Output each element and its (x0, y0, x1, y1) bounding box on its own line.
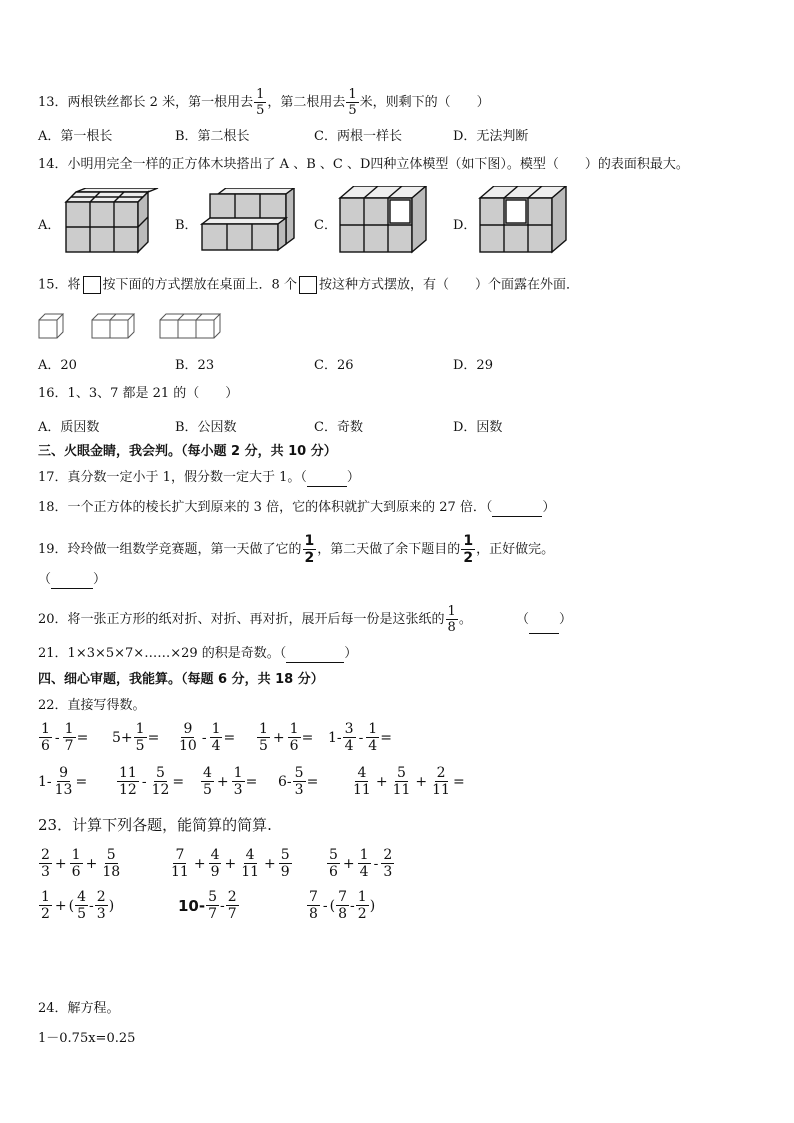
fraction: $\frac{1}{5}$ (256, 87, 265, 118)
q14-label-b[interactable]: B． (175, 218, 198, 233)
calc-expression: $\frac{4}{5}$ + $\frac{1}{3}$ = (203, 765, 258, 798)
q16-option-c[interactable]: C．奇数 (314, 420, 363, 435)
calc-expression: $\frac{1}{5}$ + $\frac{1}{6}$ = (259, 721, 314, 754)
equation: 1－0.75x=0.25 (38, 1031, 136, 1046)
q15-option-a[interactable]: A．20 (38, 358, 77, 373)
calc-expression: 10- $\frac{5}{7}$ - $\frac{2}{7}$ (178, 889, 237, 922)
q13-option-d[interactable]: D．无法判断 (453, 129, 529, 144)
question-14: 14．小明用完全一样的正方体木块搭出了 A 、B 、C 、D四种立体模型（如下图）。模型（ ）的表面积最大。 (38, 157, 689, 172)
q13-option-b[interactable]: B．第二根长 (175, 129, 250, 144)
calc-expression: 5+ $\frac{1}{5}$ = (112, 721, 160, 754)
q16-option-a[interactable]: A．质因数 (38, 420, 100, 435)
cube-icon (299, 276, 317, 294)
question-16: 16．1、3、7 都是 21 的（ ） (38, 386, 239, 401)
calc-expression: $\frac{5}{6}$ + $\frac{1}{4}$ - $\frac{2}{3}$ (329, 847, 393, 880)
calc-expression: 6- $\frac{5}{3}$ = (278, 765, 319, 798)
question-19: 19．玲玲做一组数学竞赛题，第一天做了它的 $\frac{1}{2}$ ，第二天做了余下题目的 $\frac{1}{2}$ ，正好做完。 (38, 533, 555, 566)
question-20: 20．将一张正方形的纸对折、对折、再对折，展开后每一份是这张纸的 $\frac{1}{8}$ 。 （ ） (38, 604, 573, 635)
model-c-figure (338, 186, 434, 256)
question-23-title: 23．计算下列各题，能简算的简算. (38, 816, 272, 834)
model-d-figure (478, 186, 574, 256)
section-4-heading: 四、细心审题，我能算。（每题 6 分，共 18 分） (38, 672, 324, 687)
calc-expression: $\frac{1}{2}$ + ( $\frac{4}{5}$ - $\frac{2}{3}$ ) (41, 889, 115, 922)
q13-option-a[interactable]: A．第一根长 (38, 129, 113, 144)
calc-expression: $\frac{7}{8}$ - ( $\frac{7}{8}$ - $\frac{1}{2}$ ) (309, 889, 376, 922)
question-21: 21．1×3×5×7×……×29 的积是奇数。（ ） (38, 646, 358, 661)
question-22-title: 22．直接写得数。 (38, 698, 146, 713)
model-b-figure (200, 188, 296, 256)
calc-expression: 1- $\frac{3}{4}$ - $\frac{1}{4}$ = (328, 721, 392, 754)
cube-icon (83, 276, 101, 294)
question-18: 18．一个正方体的棱长扩大到原来的 3 倍，它的体积就扩大到原来的 27 倍．（ ） (38, 500, 556, 515)
fraction: $\frac{1}{5}$ (348, 87, 357, 118)
answer-blank[interactable] (492, 502, 542, 517)
calc-expression: 1- $\frac{9}{13}$ = (38, 765, 88, 798)
q13-option-c[interactable]: C．两根一样长 (314, 129, 402, 144)
calc-expression: $\frac{1}{6}$ - $\frac{1}{7}$ = (41, 721, 89, 754)
q15-option-d[interactable]: D．29 (453, 358, 493, 373)
q14-label-c[interactable]: C． (314, 218, 337, 233)
question-24-title: 24．解方程。 (38, 1001, 120, 1016)
q15-option-b[interactable]: B．23 (175, 358, 215, 373)
q14-label-d[interactable]: D． (453, 218, 477, 233)
answer-blank[interactable] (307, 472, 347, 487)
answer-blank[interactable] (529, 619, 559, 634)
calc-expression: $\frac{4}{11}$ + $\frac{5}{11}$ + $\frac{2}{11}$ = (353, 765, 465, 798)
calc-expression: $\frac{7}{11}$ + $\frac{4}{9}$ + $\frac{4}{11}$ + $\frac{5}{9}$ (171, 847, 290, 880)
calc-expression: $\frac{2}{3}$ + $\frac{1}{6}$ + $\frac{5}{18}$ (41, 847, 121, 880)
question-13: 13．两根铁丝都长 2 米，第一根用去 $\frac{1}{5}$ ，第二根用去 $\frac{1}{5}$ 米，则剩下的（ ） (38, 87, 490, 118)
q14-label-a[interactable]: A． (38, 218, 61, 233)
q16-option-b[interactable]: B．公因数 (175, 420, 237, 435)
question-17: 17．真分数一定小于 1，假分数一定大于 1。（ ） (38, 470, 360, 485)
calc-expression: $\frac{9}{10}$ - $\frac{1}{4}$ = (179, 721, 236, 754)
q19-answer: （ ） (38, 572, 107, 587)
section-3-heading: 三、火眼金睛，我会判。（每小题 2 分，共 10 分） (38, 444, 337, 459)
question-15: 15．将 按下面的方式摆放在桌面上．8 个 按这种方式摆放，有（ ）个面露在外面． (38, 277, 579, 293)
model-a-figure (64, 188, 160, 256)
q16-option-d[interactable]: D．因数 (453, 420, 503, 435)
cube-arrangement-figure (38, 312, 238, 340)
answer-blank[interactable] (51, 574, 93, 589)
calc-expression: $\frac{11}{12}$ - $\frac{5}{12}$ = (119, 765, 185, 798)
q15-option-c[interactable]: C．26 (314, 358, 354, 373)
answer-blank[interactable] (286, 648, 344, 663)
